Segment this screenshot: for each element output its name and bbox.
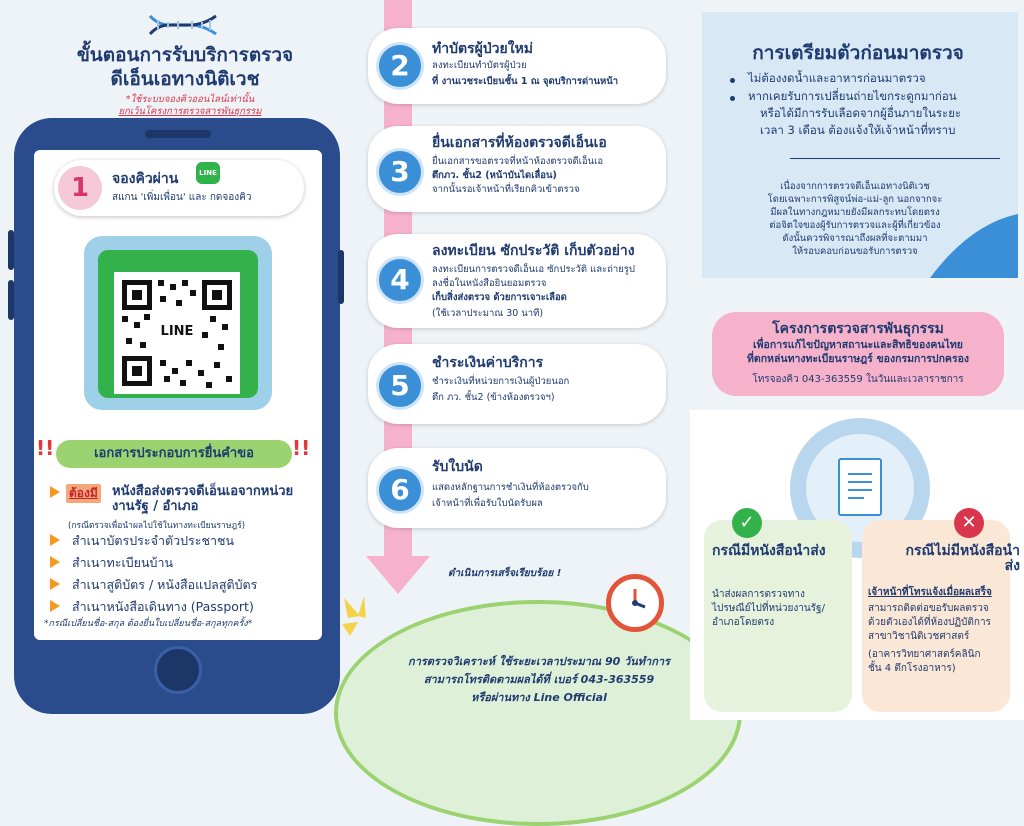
step6-line: เจ้าหน้าที่เพื่อรับใบนัดรับผล — [432, 498, 543, 509]
preparation-item: เวลา 3 เดือน ต้องแจ้งให้เจ้าหน้าที่ทราบ — [760, 123, 956, 137]
flow-arrow-head — [366, 556, 430, 594]
phone-speaker — [145, 130, 211, 138]
document-item: สำเนาหนังสือเดินทาง (Passport) — [72, 599, 254, 614]
qr-pattern-icon — [114, 272, 240, 394]
step1-title: จองคิวผ่าน — [112, 171, 179, 187]
bullet-arrow-icon — [50, 600, 60, 612]
cross-icon: ✕ — [954, 508, 984, 538]
document-item: สำเนาทะเบียนบ้าน — [72, 555, 174, 570]
preparation-item: หรือได้มีการรับเลือดจากผู้อื่นภายในระยะ — [760, 106, 962, 120]
case-with-letter-text: นำส่งผลการตรวจทาง — [712, 589, 805, 600]
step1-number: 1 — [58, 166, 102, 210]
bullet-icon — [730, 96, 735, 101]
dna-icon — [148, 12, 218, 38]
step6-number: 6 — [376, 466, 424, 514]
step3-title: ยื่นเอกสารที่ห้องตรวจดีเอ็นเอ — [432, 135, 607, 151]
project-line: เพื่อการแก้ไขปัญหาสถานะและสิทธิของคนไทย — [753, 339, 963, 351]
phone-home-button — [154, 646, 202, 694]
exclamation-icon: !! — [292, 436, 311, 460]
document-item: สำเนาสูติบัตร / หนังสือแปลสูติบัตร — [72, 577, 258, 592]
completion-label: ดำเนินการเสร็จเรียบร้อย ! — [448, 568, 562, 579]
case-without-letter-text: ชั้น 4 ตึกโรงอาหาร) — [868, 663, 956, 674]
line-app-icon: LINE — [196, 162, 220, 184]
case-with-letter-text: ไปรษณีย์ไปที่หน่วยงานรัฐ/ — [712, 603, 825, 614]
preparation-title: การเตรียมตัวก่อนมาตรวจ — [752, 42, 964, 64]
decorative-curve-icon — [930, 214, 1018, 278]
required-label: ต้องมี — [66, 484, 101, 503]
step5-line: ชำระเงินที่หน่วยการเงินผู้ป่วยนอก — [432, 376, 570, 387]
step4-title: ลงทะเบียน ซักประวัติ เก็บตัวอย่าง — [432, 243, 635, 259]
step2-line: ลงทะเบียนทำบัตรผู้ป่วย — [432, 60, 527, 71]
case-without-letter-text: ด้วยตัวเองได้ที่ห้องปฏิบัติการ — [868, 617, 991, 628]
preparation-item: หากเคยรับการเปลี่ยนถ่ายไขกระดูกมาก่อน — [748, 89, 957, 103]
preparation-paragraph: เนื่องจากการตรวจดีเอ็นเอทางนิติเวช โดยเฉพาะการพิสูจน์พ่อ-แม่-ลูก นอกจากจะ มีผลในทางกฎหมายยังมีผลกระทบโดยตรง ต่อจิตใจของผู้รับการตรวจและผู้ที่เกี่ยวข้อง ดังนั้นควรพิจารณาถึงผลที่จะตามมา ให้รอบคอบก่อนขอรับการตรวจ — [767, 181, 943, 257]
step6-line: แสดงหลักฐานการชำเงินที่ห้องตรวจกับ — [432, 482, 589, 493]
step4-number: 4 — [376, 256, 424, 304]
case-without-letter-text: สามารถติดต่อขอรับผลตรวจ — [868, 603, 989, 614]
phone-side-button — [338, 250, 344, 304]
exclamation-icon: !! — [36, 436, 55, 460]
step3-number: 3 — [376, 148, 424, 196]
line-official-text: หรือผ่านทาง Line Official — [471, 691, 607, 704]
required-document-note: (กรณีตรวจเพื่อนำผลไปใช้ในทางทะเบียนราษฎร์) — [68, 521, 246, 531]
step2-title: ทำบัตรผู้ป่วยใหม่ — [432, 41, 534, 57]
required-document: หนังสือส่งตรวจดีเอ็นเอจากหน่วยงานรัฐ / อำเภอ — [112, 484, 294, 514]
step4-line: ลงทะเบียนการตรวจดีเอ็นเอ ซักประวัติ และถ่ายรูป — [432, 264, 635, 275]
bullet-icon — [730, 78, 735, 83]
page-title-line2: ดีเอ็นเอทางนิติเวช — [110, 68, 260, 90]
bullet-arrow-icon — [50, 556, 60, 568]
checkmark-icon: ✓ — [732, 508, 762, 538]
bullet-arrow-icon — [50, 534, 60, 546]
phone-side-button — [8, 280, 14, 320]
divider — [790, 158, 1000, 159]
page-title-line1: ขั้นตอนการรับบริการตรวจ — [76, 44, 294, 66]
bullet-arrow-icon — [50, 486, 60, 498]
preparation-item: ไม่ต้องงดน้ำและอาหารก่อนมาตรวจ — [748, 71, 926, 85]
step3-line: ยื่นเอกสารขอตรวจที่หน้าห้องตรวจดีเอ็นเอ — [432, 156, 604, 167]
line-qr-code[interactable] — [114, 272, 240, 394]
step4-line: ลงชื่อในหนังสือยินยอมตรวจ — [432, 278, 547, 289]
step3-line: จากนั้นรอเจ้าหน้าที่เรียกคิวเข้าตรวจ — [432, 184, 580, 195]
document-icon — [838, 458, 882, 516]
step5-title: ชำระเงินค่าบริการ — [432, 355, 544, 371]
case-without-letter-title: กรณีไม่มีหนังสือนำส่ง — [905, 543, 1020, 574]
case-with-letter-title: กรณีมีหนังสือนำส่ง — [712, 543, 826, 559]
bullet-arrow-icon — [50, 578, 60, 590]
step2-number: 2 — [376, 42, 424, 90]
step5-number: 5 — [376, 362, 424, 410]
step2-line: ที่ งานเวชระเบียนชั้น 1 ณ จุดบริการด่านหน้า — [432, 76, 619, 87]
step5-line: ตึก ภว. ชั้น2 (ข้างห้องตรวจฯ) — [432, 392, 555, 403]
documents-heading: เอกสารประกอบการยื่นคำขอ — [56, 440, 292, 468]
exception-note: ยกเว้นโครงการตรวจสารพันธุกรรม — [118, 106, 262, 117]
alarm-clock-icon — [606, 574, 664, 632]
case-without-letter-text: สาขาวิชานิติเวชศาสตร์ — [868, 631, 970, 642]
document-item: สำเนาบัตรประจำตัวประชาชน — [72, 533, 234, 548]
sparkle-icon — [340, 596, 380, 646]
qr-center-label: LINE — [160, 324, 194, 339]
project-line: ที่ตกหล่นทางทะเบียนราษฎร์ ของกรมการปกครอง — [746, 353, 970, 365]
case-with-letter-text: อำเภอโดยตรง — [712, 617, 775, 628]
step4-line: เก็บสิ่งส่งตรวจ ด้วยการเจาะเลือด — [432, 292, 567, 303]
step1-subtitle: สแกน 'เพิ่มเพื่อน' และ กดจองคิว — [112, 192, 252, 203]
online-queue-note: *ใช้ระบบจองคิวออนไลน์เท่านั้น — [125, 94, 255, 105]
completion-ring — [334, 600, 742, 826]
project-phone: โทรจองคิว 043-363559 ในวันและเวลาราชการ — [752, 374, 964, 385]
case-without-letter-notice: เจ้าหน้าที่โทรแจ้งเมื่อผลเสร็จ — [868, 587, 992, 598]
case-without-letter-text: (อาคารวิทยาศาสตร์คลินิก — [868, 649, 981, 660]
step4-line: (ใช้เวลาประมาณ 30 นาที) — [432, 308, 544, 319]
project-title: โครงการตรวจสารพันธุกรรม — [772, 321, 944, 337]
name-change-note: *กรณีเปลี่ยนชื่อ-สกุล ต้องยื่นใบเปลี่ยนชื่อ-สกุลทุกครั้ง* — [44, 619, 253, 629]
turnaround-text: การตรวจวิเคราะห์ ใช้ระยะเวลาประมาณ 90 วันทำการ — [408, 655, 670, 668]
contact-phone-text: สามารถโทรติดตามผลได้ที่ เบอร์ 043-363559 — [423, 673, 655, 686]
phone-side-button — [8, 230, 14, 270]
step6-title: รับใบนัด — [432, 459, 483, 475]
step3-line: ตึกภว. ชั้น2 (หน้าบันไดเลื่อน) — [432, 170, 557, 181]
